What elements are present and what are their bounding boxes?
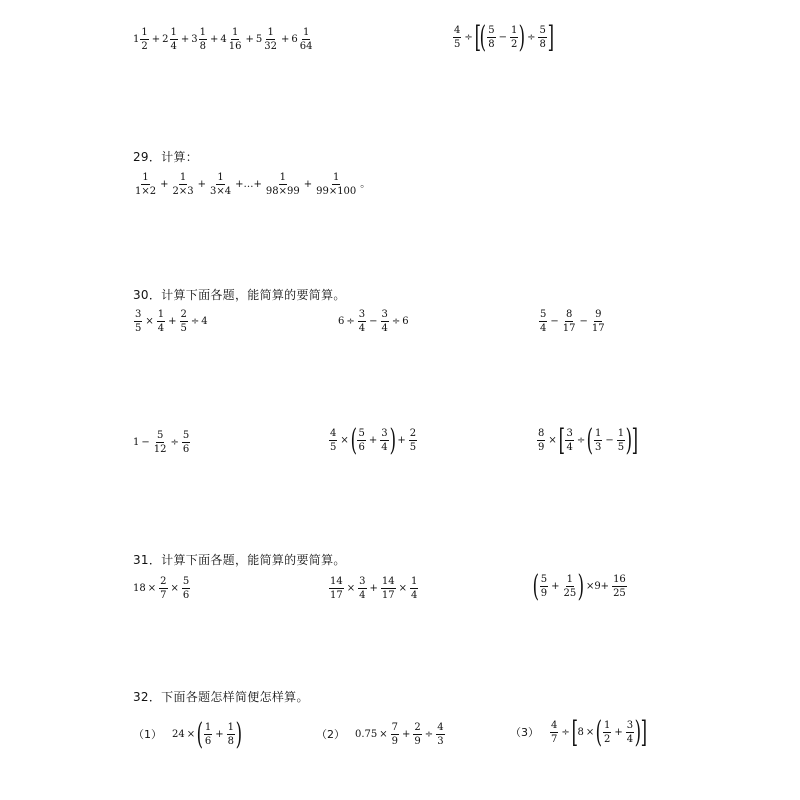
number: 2 (162, 33, 169, 45)
operator: ÷ (170, 436, 179, 448)
fraction (413, 722, 421, 747)
question-title: 29．计算： (133, 150, 199, 164)
fraction-numerator: 1 (231, 27, 239, 38)
fraction (299, 27, 314, 52)
fraction-denominator: 1×2 (135, 186, 157, 197)
fraction-denominator: 17 (330, 590, 343, 601)
fraction-numerator: 8 (565, 309, 573, 320)
fraction (204, 722, 212, 747)
operator: × (170, 582, 179, 594)
fraction-denominator: 5 (617, 442, 625, 453)
fraction-denominator: 5 (135, 323, 142, 334)
number: 5 (255, 33, 263, 45)
fraction-denominator: 2 (510, 39, 518, 50)
operator: − (605, 434, 614, 446)
fraction (172, 172, 195, 197)
fraction-numerator: 1 (204, 722, 212, 733)
fraction-denominator: 5 (454, 39, 461, 50)
fraction-numerator: 1 (603, 720, 611, 731)
fraction (329, 576, 344, 601)
fraction-numerator: 1 (199, 27, 207, 38)
operator: × (398, 582, 408, 594)
math-expression (328, 422, 418, 458)
fraction-denominator: 3×4 (210, 186, 232, 197)
fraction-denominator: 4 (411, 590, 418, 601)
fraction-denominator: 25 (563, 588, 577, 599)
parenthesis: ) (518, 19, 526, 55)
fraction-denominator: 6 (358, 442, 365, 453)
fraction (228, 27, 243, 52)
fraction (591, 309, 606, 334)
fraction (409, 428, 417, 453)
fraction (562, 309, 577, 334)
fraction (227, 722, 235, 747)
fraction-numerator: 1 (411, 576, 418, 587)
sub-question-label: （3） (510, 726, 539, 739)
fraction-denominator: 4 (381, 323, 388, 334)
fraction-denominator: 4 (540, 323, 547, 334)
fraction-numerator: 1 (170, 27, 177, 38)
fraction-denominator: 4 (358, 323, 366, 334)
operator: ÷ (576, 434, 586, 446)
fraction-numerator: 16 (613, 574, 626, 585)
number: 6 (291, 33, 298, 45)
fraction-denominator: 6 (204, 736, 212, 747)
bracket: [ (558, 422, 565, 458)
fraction (265, 172, 301, 197)
fraction-denominator: 9 (538, 442, 545, 453)
fraction-denominator: 4 (359, 590, 366, 601)
fraction (453, 25, 461, 50)
fraction-denominator: 6 (182, 590, 190, 601)
operator: × (585, 726, 595, 738)
fraction-numerator: 2 (180, 309, 187, 320)
operator: × (147, 582, 157, 594)
operator: ÷ (190, 315, 200, 327)
fraction-numerator: 4 (551, 720, 558, 731)
fraction (436, 722, 444, 747)
fraction-denominator: 98×99 (265, 186, 300, 197)
fraction (157, 309, 165, 334)
operator: × (346, 582, 356, 594)
parenthesis: ( (480, 19, 487, 55)
fraction-numerator: 4 (330, 428, 337, 439)
fraction (170, 27, 178, 52)
fraction (357, 428, 365, 453)
fraction-denominator: 8 (539, 39, 546, 50)
fraction-denominator: 5 (330, 442, 337, 453)
operator: × (340, 434, 349, 446)
parenthesis: ( (196, 716, 204, 752)
fraction-denominator: 5 (409, 442, 417, 453)
operator: + (614, 726, 623, 738)
fraction (380, 428, 388, 453)
fraction-numerator: 1 (267, 27, 274, 38)
math-expression (133, 27, 315, 52)
operator: ×9+ (585, 580, 610, 592)
question-title: 31．计算下面各题，能简算的要简算。 (133, 553, 346, 567)
parenthesis: ) (235, 716, 243, 752)
math-expression (133, 716, 243, 752)
fraction-numerator: 5 (488, 25, 495, 36)
number: 4 (201, 315, 208, 327)
number: 1 (133, 436, 140, 448)
fraction (134, 172, 157, 197)
fraction-denominator: 9 (391, 736, 399, 747)
operator: ÷ (527, 31, 536, 43)
fraction-denominator: 12 (153, 444, 167, 455)
fraction-denominator: 17 (591, 323, 605, 334)
fraction-denominator: 25 (613, 588, 626, 599)
fraction-numerator: 9 (595, 309, 602, 320)
fraction-denominator: 9 (540, 588, 548, 599)
fraction (358, 576, 366, 601)
fraction (410, 576, 418, 601)
fraction-numerator: 5 (182, 576, 190, 587)
fraction (617, 428, 625, 453)
operator: ÷ (561, 726, 570, 738)
fraction-numerator: 1 (302, 27, 310, 38)
operator: + (368, 434, 378, 446)
math-expression (133, 430, 191, 455)
fraction (612, 574, 627, 599)
operator: − (141, 436, 150, 448)
fraction-denominator: 2×3 (172, 186, 194, 197)
fraction-numerator: 5 (539, 25, 546, 36)
operator: ÷ (391, 315, 401, 327)
fraction-denominator: 3 (594, 442, 602, 453)
fraction-numerator: 1 (594, 428, 602, 439)
number: 3 (191, 33, 198, 45)
fraction-numerator: 1 (157, 309, 165, 320)
fraction (329, 428, 337, 453)
number: 0.75 (355, 728, 378, 740)
number: 6 (338, 315, 345, 327)
operator: + (151, 33, 161, 45)
sub-question-label: （2） (316, 728, 345, 741)
math-expression (133, 172, 372, 197)
fraction-numerator: 7 (391, 722, 399, 733)
fraction (603, 720, 611, 745)
fraction-numerator: 1 (510, 25, 518, 36)
math-expression (133, 576, 191, 601)
parenthesis: ( (586, 422, 594, 458)
number: 1 (133, 33, 140, 45)
question-title: 30．计算下面各题，能简算的要简算。 (133, 288, 346, 302)
operator: + (551, 580, 560, 592)
parenthesis: ) (625, 422, 633, 458)
number: 24 (172, 728, 185, 740)
fraction-denominator: 16 (228, 41, 242, 52)
bracket: [ (474, 19, 481, 55)
math-expression (328, 576, 419, 601)
math-expression (316, 722, 446, 747)
number: 6 (402, 315, 409, 327)
fraction-numerator: 5 (182, 430, 190, 441)
fraction (263, 27, 278, 52)
fraction-denominator: 8 (199, 41, 207, 52)
math-expression (536, 422, 638, 458)
fraction-denominator: 4 (381, 442, 388, 453)
fraction-denominator: 6 (182, 444, 190, 455)
fraction (182, 430, 190, 455)
fraction (538, 25, 546, 50)
fraction-denominator: 17 (381, 590, 395, 601)
fraction (358, 309, 366, 334)
fraction (391, 722, 399, 747)
fraction (153, 430, 168, 455)
fraction (537, 428, 545, 453)
parenthesis: ( (532, 568, 540, 604)
operator: ÷ (346, 315, 355, 327)
operator: + (245, 33, 254, 45)
operator: + (215, 728, 224, 740)
parenthesis: ( (350, 422, 357, 458)
operator: + (168, 315, 177, 327)
number: 18 (133, 582, 146, 594)
fraction-numerator: 4 (454, 25, 461, 36)
fraction-numerator: 3 (566, 428, 573, 439)
fraction-numerator: 8 (538, 428, 545, 439)
math-expression (338, 309, 409, 334)
parenthesis: ) (389, 422, 396, 458)
fraction (134, 309, 142, 334)
operator: + (303, 178, 313, 190)
fraction-numerator: 2 (409, 428, 417, 439)
bracket: ] (631, 422, 638, 458)
fraction-numerator: 5 (358, 428, 365, 439)
fraction-numerator: 2 (160, 576, 167, 587)
fraction-numerator: 1 (179, 172, 187, 183)
fraction (209, 172, 232, 197)
fraction-numerator: 1 (141, 27, 148, 38)
operator: + (369, 582, 378, 594)
parenthesis: ( (595, 714, 603, 750)
fraction-numerator: 3 (381, 309, 388, 320)
operator: 。 (360, 178, 371, 190)
bracket: ] (640, 714, 647, 750)
fraction-denominator: 2 (603, 734, 611, 745)
fraction (510, 25, 518, 50)
bracket: [ (571, 714, 578, 750)
operator: ÷ (464, 31, 473, 43)
fraction-denominator: 9 (414, 736, 421, 747)
operator: + (402, 728, 411, 740)
fraction-numerator: 1 (279, 172, 286, 183)
fraction-denominator: 8 (227, 736, 234, 747)
fraction-numerator: 5 (540, 309, 547, 320)
fraction-numerator: 2 (414, 722, 421, 733)
operator: + (281, 33, 290, 45)
operator: − (550, 315, 559, 327)
fraction-numerator: 1 (617, 428, 625, 439)
fraction-denominator: 7 (160, 590, 167, 601)
fraction-numerator: 1 (566, 574, 574, 585)
fraction (180, 309, 188, 334)
fraction-numerator: 5 (156, 430, 164, 441)
fraction-numerator: 3 (135, 309, 142, 320)
fraction (540, 574, 548, 599)
operator: +…+ (235, 178, 262, 190)
fraction (159, 576, 167, 601)
fraction-denominator: 4 (170, 41, 177, 52)
fraction-denominator: 4 (566, 442, 573, 453)
operator: × (379, 728, 388, 740)
fraction (550, 720, 558, 745)
fraction (562, 574, 577, 599)
fraction-denominator: 7 (551, 734, 558, 745)
fraction (199, 27, 207, 52)
operator: + (197, 178, 206, 190)
operator: + (210, 33, 219, 45)
math-expression (510, 714, 647, 750)
fraction-numerator: 1 (142, 172, 149, 183)
fraction-denominator: 3 (437, 736, 444, 747)
fraction-denominator: 32 (264, 41, 278, 52)
question-title: 32．下面各题怎样简便怎样算。 (133, 690, 309, 704)
operator: − (579, 315, 588, 327)
fraction (565, 428, 573, 453)
number: 4 (220, 33, 227, 45)
math-expression (532, 568, 628, 604)
fraction-numerator: 3 (358, 309, 366, 320)
math-expression (452, 19, 554, 55)
operator: + (180, 33, 190, 45)
fraction (539, 309, 547, 334)
fraction-denominator: 5 (180, 323, 187, 334)
fraction (140, 27, 148, 52)
fraction-numerator: 14 (330, 576, 343, 587)
fraction-numerator: 3 (626, 720, 634, 731)
fraction (182, 576, 190, 601)
fraction (381, 309, 389, 334)
operator: + (397, 434, 406, 446)
parenthesis: ) (634, 714, 642, 750)
fraction (487, 25, 495, 50)
fraction-numerator: 4 (437, 722, 444, 733)
math-expression (538, 309, 607, 334)
fraction-denominator: 99×100 (316, 186, 357, 197)
fraction-denominator: 64 (299, 41, 313, 52)
bracket: ] (547, 19, 554, 55)
operator: ÷ (424, 728, 434, 740)
operator: − (369, 315, 378, 327)
fraction-denominator: 4 (157, 323, 165, 334)
fraction-denominator: 2 (141, 41, 148, 52)
fraction (315, 172, 357, 197)
operator: + (160, 178, 169, 190)
fraction-numerator: 5 (540, 574, 548, 585)
fraction-numerator: 3 (359, 576, 366, 587)
fraction-denominator: 4 (626, 734, 634, 745)
fraction (626, 720, 634, 745)
fraction (594, 428, 602, 453)
operator: × (145, 315, 154, 327)
sub-question-label: （1） (133, 728, 162, 741)
parenthesis: ) (577, 568, 585, 604)
operator: × (186, 728, 196, 740)
operator: × (548, 434, 557, 446)
fraction-numerator: 3 (381, 428, 388, 439)
number: 8 (577, 726, 584, 738)
fraction-denominator: 17 (562, 323, 576, 334)
fraction-numerator: 14 (381, 576, 395, 587)
fraction-denominator: 8 (488, 39, 495, 50)
operator: − (498, 31, 507, 43)
fraction (381, 576, 396, 601)
fraction-numerator: 1 (333, 172, 340, 183)
math-expression (133, 309, 208, 334)
fraction-numerator: 1 (227, 722, 234, 733)
fraction-numerator: 1 (217, 172, 224, 183)
